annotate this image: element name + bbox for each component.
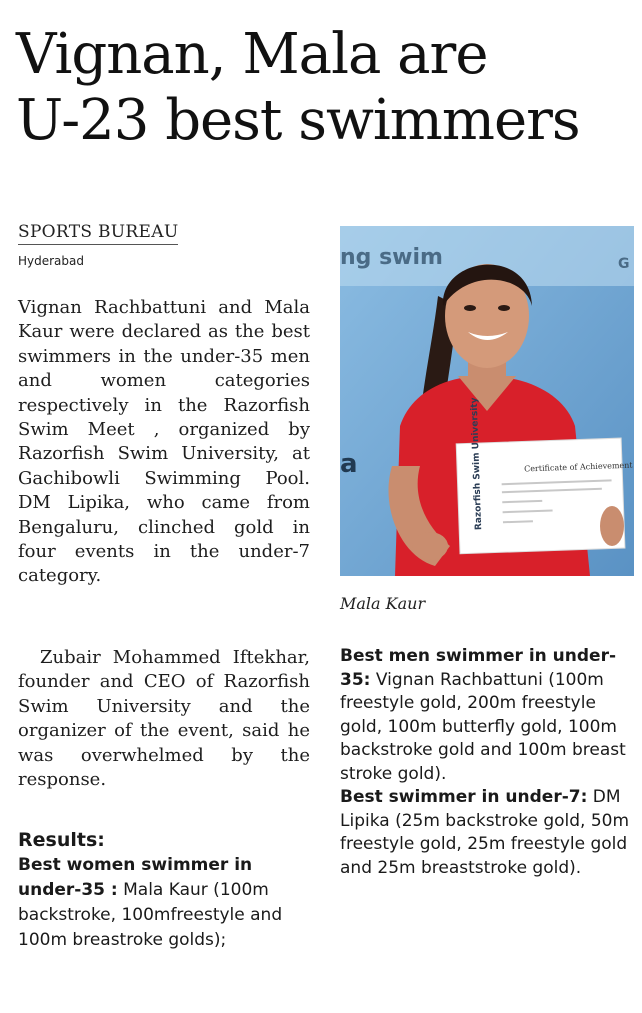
result-men-label: Best men swimmer in under-35: — [340, 646, 617, 690]
result-women-text: Mala Kaur (100m backstroke, 100mfreestyle and 100m breastroke golds); — [18, 880, 283, 950]
article-paragraph-2: Zubair Mohammed Iftekhar, founder and CEO of Razorfish Swim University and the organizer of the event, said he was overwhelmed by the response. — [18, 647, 310, 791]
certificate-side-text: Razorfish Swim University — [469, 397, 485, 531]
certificate-title: Certificate of Achievement — [523, 460, 633, 474]
byline: SPORTS BUREAU — [18, 222, 178, 245]
svg-text:a: a — [340, 449, 358, 479]
results-left — [18, 828, 314, 953]
headline-line-2: U-23 best swimmers — [16, 88, 580, 153]
photo — [340, 226, 634, 576]
svg-text:G: G — [618, 256, 630, 272]
article-paragraph-1: Vignan Rachbattuni and Mala Kaur were declared as the best swimmers in the under-35 men and women categories respectively in the Razorfish Swim Meet , organized by Razorfish Swim University, at Gachibowli Swimming Pool. DM Lipika, who came from Bengaluru, clinched gold in four events in the under-7 category. — [18, 297, 310, 587]
headline-line-1: Vignan, Mala are — [16, 22, 488, 87]
result-men-text: Vignan Rachbattuni (100m freestyle gold, 200m freestyle gold, 100m butterfly gold, 100m backstroke gold and 100m breast stroke gold). — [340, 669, 626, 784]
results-heading: Results: — [18, 829, 105, 851]
banner-text: ng swim — [340, 245, 443, 270]
result-under7 — [340, 786, 632, 880]
result-women-label: Best women swimmer in under-35 : — [18, 855, 253, 900]
photo-illustration — [340, 226, 634, 576]
result-women — [18, 855, 282, 950]
result-under7-text: DM Lipika (25m backstroke gold, 50m freestyle gold, 25m freestyle gold and 25m breaststroke gold). — [340, 787, 630, 878]
photo-caption: Mala Kaur — [340, 594, 426, 613]
result-men — [340, 645, 632, 786]
dateline: Hyderabad — [18, 254, 84, 268]
headline — [16, 22, 636, 154]
results-right — [340, 645, 632, 880]
result-under7-label: Best swimmer in under-7: — [340, 787, 588, 807]
